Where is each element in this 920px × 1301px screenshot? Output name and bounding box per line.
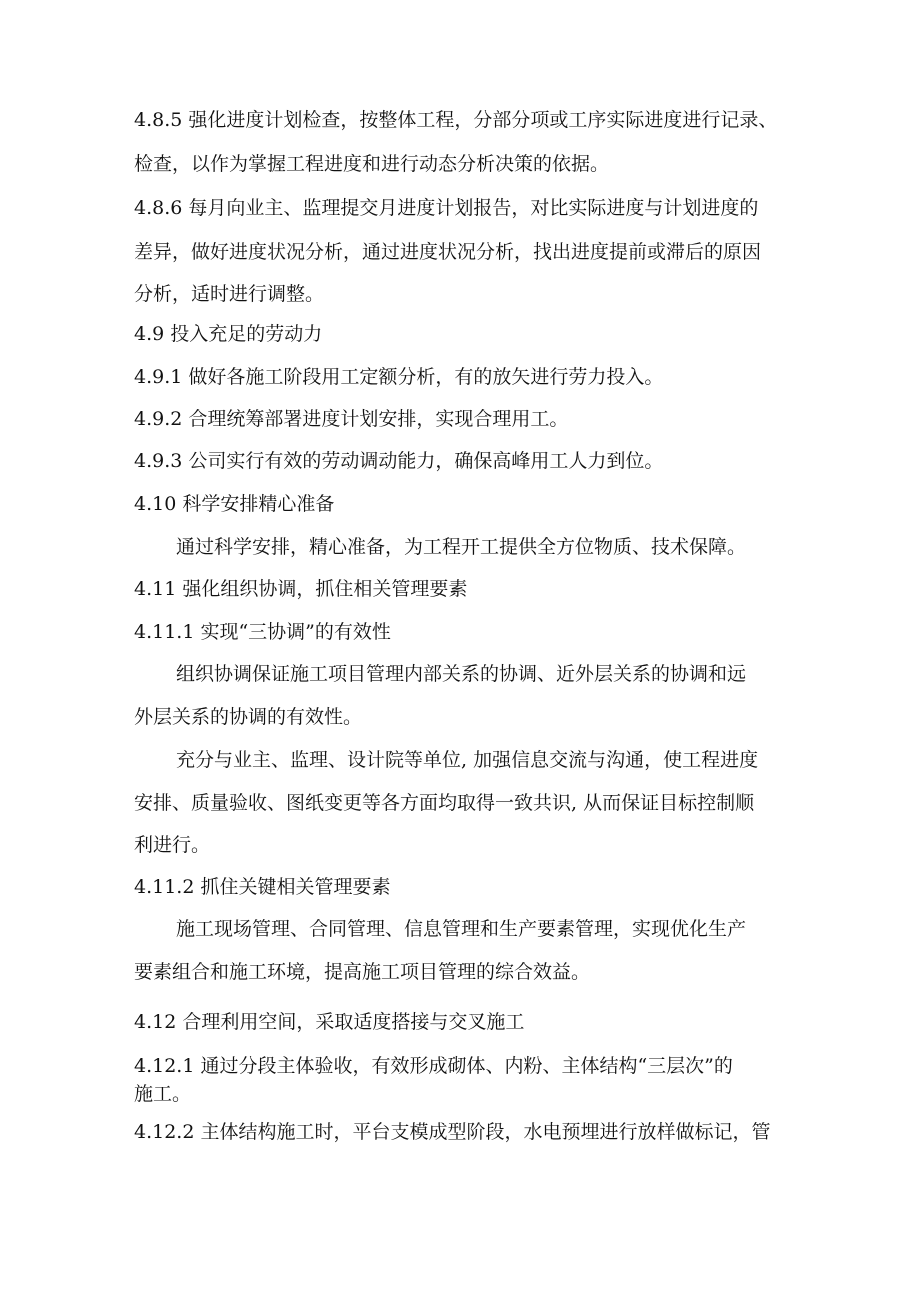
text-line: 施工。 [134, 1083, 192, 1105]
text-line-4-12-1: 4.12.1 通过分段主体验收，有效形成砌体、内粉、主体结构“三层次”的 [134, 1055, 733, 1077]
text-line: 安排、质量验收、图纸变更等各方面均取得一致共识, 从而保证目标控制顺 [134, 792, 755, 814]
text-line: 差异，做好进度状况分析，通过进度状况分析，找出进度提前或滞后的原因 [134, 241, 762, 263]
text-line-4-9-1: 4.9.1 做好各施工阶段用工定额分析，有的放矢进行劳力投入。 [134, 366, 664, 388]
text-line: 利进行。 [134, 834, 211, 856]
subheading-4-11-1: 4.11.1 实现“三协调”的有效性 [134, 621, 391, 643]
paragraph-line: 充分与业主、监理、设计院等单位, 加强信息交流与沟通，使工程进度 [176, 749, 759, 771]
text-line: 要素组合和施工环境，提高施工项目管理的综合效益。 [134, 961, 591, 983]
section-heading-4-9: 4.9 投入充足的劳动力 [134, 323, 323, 345]
text-line-4-9-2: 4.9.2 合理统筹部署进度计划安排，实现合理用工。 [134, 408, 569, 430]
text-line-4-8-5: 4.8.5 强化进度计划检查，按整体工程，分部分项或工序实际进度进行记录、 [134, 109, 778, 131]
subheading-4-11-2: 4.11.2 抓住关键相关管理要素 [134, 876, 391, 898]
text-line: 外层关系的协调的有效性。 [134, 706, 363, 728]
text-line: 检查，以作为掌握工程进度和进行动态分析决策的依据。 [134, 153, 610, 175]
text-line-4-8-6: 4.8.6 每月向业主、监理提交月进度计划报告，对比实际进度与计划进度的 [134, 197, 759, 219]
paragraph-line: 通过科学安排，精心准备，为工程开工提供全方位物质、技术保障。 [176, 536, 747, 558]
text-line: 分析，适时进行调整。 [134, 283, 325, 305]
text-line-4-9-3: 4.9.3 公司实行有效的劳动调动能力，确保高峰用工人力到位。 [134, 450, 664, 472]
section-heading-4-11: 4.11 强化组织协调，抓住相关管理要素 [134, 578, 468, 600]
text-line-4-12-2: 4.12.2 主体结构施工时，平台支模成型阶段，水电预埋进行放样做标记，管 [134, 1121, 771, 1143]
paragraph-line: 组织协调保证施工项目管理内部关系的协调、近外层关系的协调和远 [176, 663, 747, 685]
section-heading-4-10: 4.10 科学安排精心准备 [134, 493, 335, 515]
paragraph-line: 施工现场管理、合同管理、信息管理和生产要素管理，实现优化生产 [176, 918, 747, 940]
section-heading-4-12: 4.12 合理利用空间，采取适度搭接与交叉施工 [134, 1011, 525, 1033]
